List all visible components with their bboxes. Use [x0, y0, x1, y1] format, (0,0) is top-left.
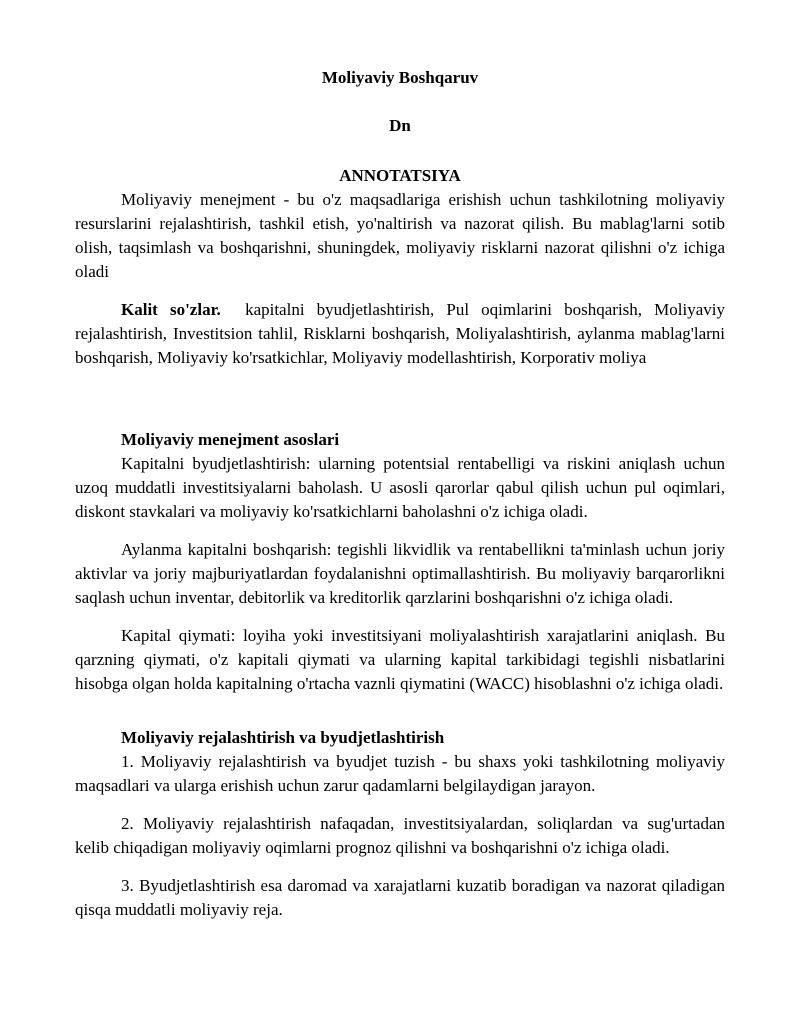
keywords-text: kapitalni byudjetlashtirish, Pul oqimlarini boshqarish, Moliyaviy rejalashtirish, Investitsion tahlil, Risklarni boshqarish, Moliyalashtirish, aylanma mablag'larni boshqarish, Moliyaviy ko'rsatkichlar, Moliyaviy modellashtirish, Korporativ moliya: [75, 300, 725, 367]
document-title: Moliyaviy Boshqaruv: [321, 68, 479, 87]
section-heading-basics: Moliyaviy menejment asoslari: [121, 430, 340, 449]
keywords-label: Kalit so'zlar.: [121, 300, 221, 319]
section2-paragraph-1: 1. Moliyaviy rejalashtirish va byudjet tuzish - bu shaxs yoki tashkilotning moliyaviy maqsadlari va ularga erishish uchun zarur qadamlarni belgilaydigan jarayon.: [75, 752, 725, 795]
section2-paragraph-3: 3. Byudjetlashtirish esa daromad va xarajatlarni kuzatib boradigan va nazorat qiladigan qisqa muddatli moliyaviy reja.: [75, 876, 725, 919]
section1-paragraph-2: Aylanma kapitalni boshqarish: tegishli likvidlik va rentabellikni ta'minlash uchun joriy aktivlar va joriy majburiyatlardan foydalanishni optimallashtirish. Bu moliyaviy barqarorlikni saqlash uchun inventar, debitorlik va kreditorlik qarzlarini boshqarishni o'z ichiga oladi.: [75, 540, 725, 607]
document-author: Dn: [389, 116, 411, 135]
section1-paragraph-1: Kapitalni byudjetlashtirish: ularning potentsial rentabelligi va riskini aniqlash uchun uzoq muddatli investitsiyalarni baholash. U asosli qarorlar qabul qilish uchun pul oqimlari, diskont stavkalari va moliyaviy ko'rsatkichlarni baholashni o'z ichiga oladi.: [75, 454, 725, 521]
section2-paragraph-2: 2. Moliyaviy rejalashtirish nafaqadan, investitsiyalardan, soliqlardan va sug'urtadan kelib chiqadigan moliyaviy oqimlarni prognoz qilishni va boshqarishni o'z ichiga oladi.: [75, 814, 725, 857]
section1-paragraph-3: Kapital qiymati: loyiha yoki investitsiyani moliyalashtirish xarajatlarini aniqlash. Bu qarzning qiymati, o'z kapitali qiymati va ularning kapital tarkibidagi tegishli nisbatlarini hisobga olgan holda kapitalning o'rtacha vaznli qiymatini (WACC) hisoblashni o'z ichiga oladi.: [75, 626, 725, 693]
abstract-heading: ANNOTATSIYA: [339, 166, 461, 185]
section-heading-planning: Moliyaviy rejalashtirish va byudjetlashtirish: [121, 728, 445, 747]
keywords-paragraph: [75, 298, 725, 370]
abstract-paragraph: Moliyaviy menejment - bu o'z maqsadlariga erishish uchun tashkilotning moliyaviy resurslarini rejalashtirish, tashkil etish, yo'naltirish va nazorat qilish. Bu mablag'larni sotib olish, taqsimlash va boshqarishni, shuningdek, moliyaviy risklarni nazorat qilishni o'z ichiga oladi: [75, 190, 725, 281]
